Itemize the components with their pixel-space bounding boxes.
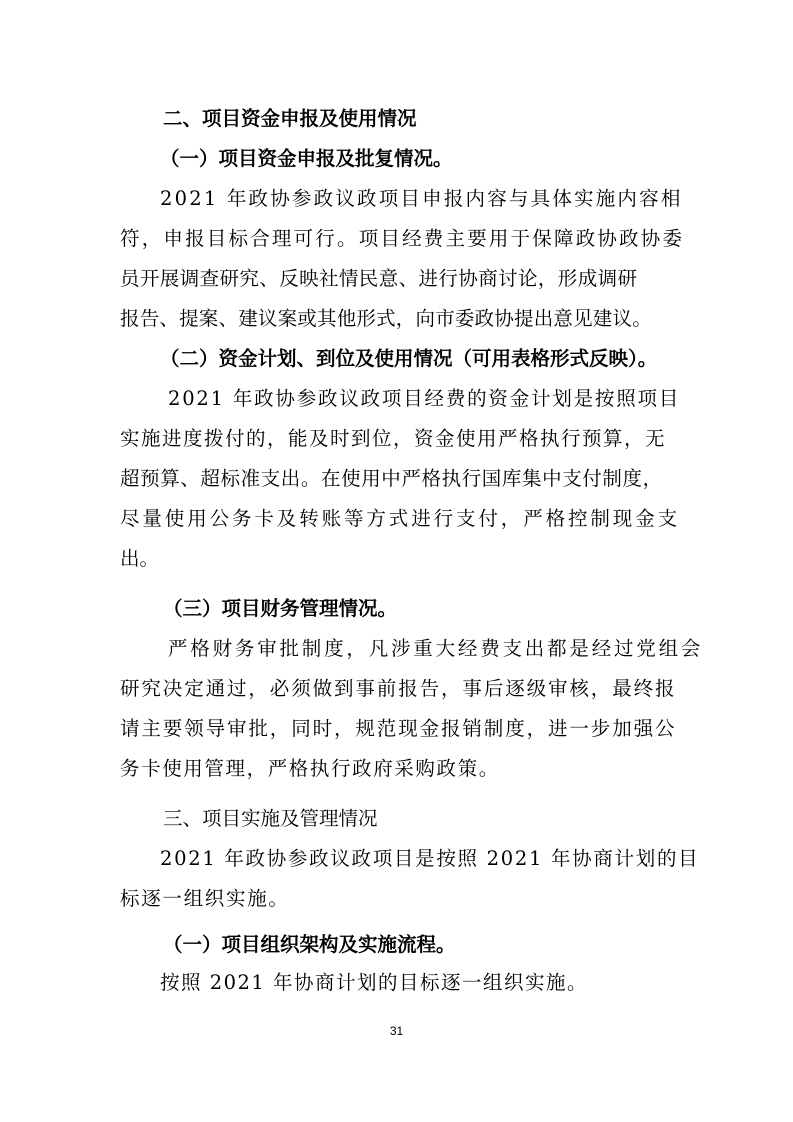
- section-two-sub3-title: （三）项目财务管理情况。: [163, 597, 398, 620]
- paragraph-line: 严格财务审批制度，凡涉重大经费支出都是经过党组会: [168, 637, 704, 660]
- paragraph-line: 尽量使用公务卡及转账等方式进行支付，严格控制现金支: [120, 507, 681, 530]
- paragraph-line: 超预算、超标准支出。在使用中严格执行国库集中支付制度，: [120, 467, 663, 490]
- paragraph-line: 2021 年政协参政议政项目申报内容与具体实施内容相: [160, 187, 683, 210]
- paragraph-line: 标逐一组织实施。: [120, 887, 290, 910]
- paragraph-line: 请主要领导审批，同时，规范现金报销制度，进一步加强公: [120, 717, 677, 740]
- paragraph-line: 员开展调查研究、反映社情民意、进行协商讨论，形成调研: [120, 267, 638, 290]
- section-three-sub1-title: （一）项目组织架构及实施流程。: [163, 933, 456, 956]
- section-three-title: 三、项目实施及管理情况: [163, 807, 378, 830]
- paragraph-line: 实施进度拨付的，能及时到位，资金使用严格执行预算，无: [120, 427, 667, 450]
- section-two-title: 二、项目资金申报及使用情况: [163, 107, 417, 130]
- paragraph-line: 2021 年政协参政议政项目经费的资金计划是按照项目: [168, 387, 681, 410]
- section-two-sub1-title: （一）项目资金申报及批复情况。: [160, 147, 453, 170]
- paragraph-line: 务卡使用管理，严格执行政府采购政策。: [120, 757, 500, 780]
- paragraph-line: 研究决定通过，必须做到事前报告，事后逐级审核，最终报: [120, 677, 677, 700]
- paragraph-line: 出。: [120, 547, 160, 570]
- paragraph-line: 按照 2021 年协商计划的目标逐一组织实施。: [160, 971, 589, 994]
- paragraph-line: 报告、提案、建议案或其他形式，向市委政协提出意见建议。: [120, 307, 652, 330]
- page-number: 31: [389, 1024, 404, 1038]
- paragraph-line: 2021 年政协参政议政项目是按照 2021 年协商计划的目: [160, 847, 700, 870]
- paragraph-line: 符，申报目标合理可行。项目经费主要用于保障政协政协委: [120, 227, 685, 250]
- section-two-sub2-title: （二）资金计划、到位及使用情况（可用表格形式反映）。: [160, 347, 658, 370]
